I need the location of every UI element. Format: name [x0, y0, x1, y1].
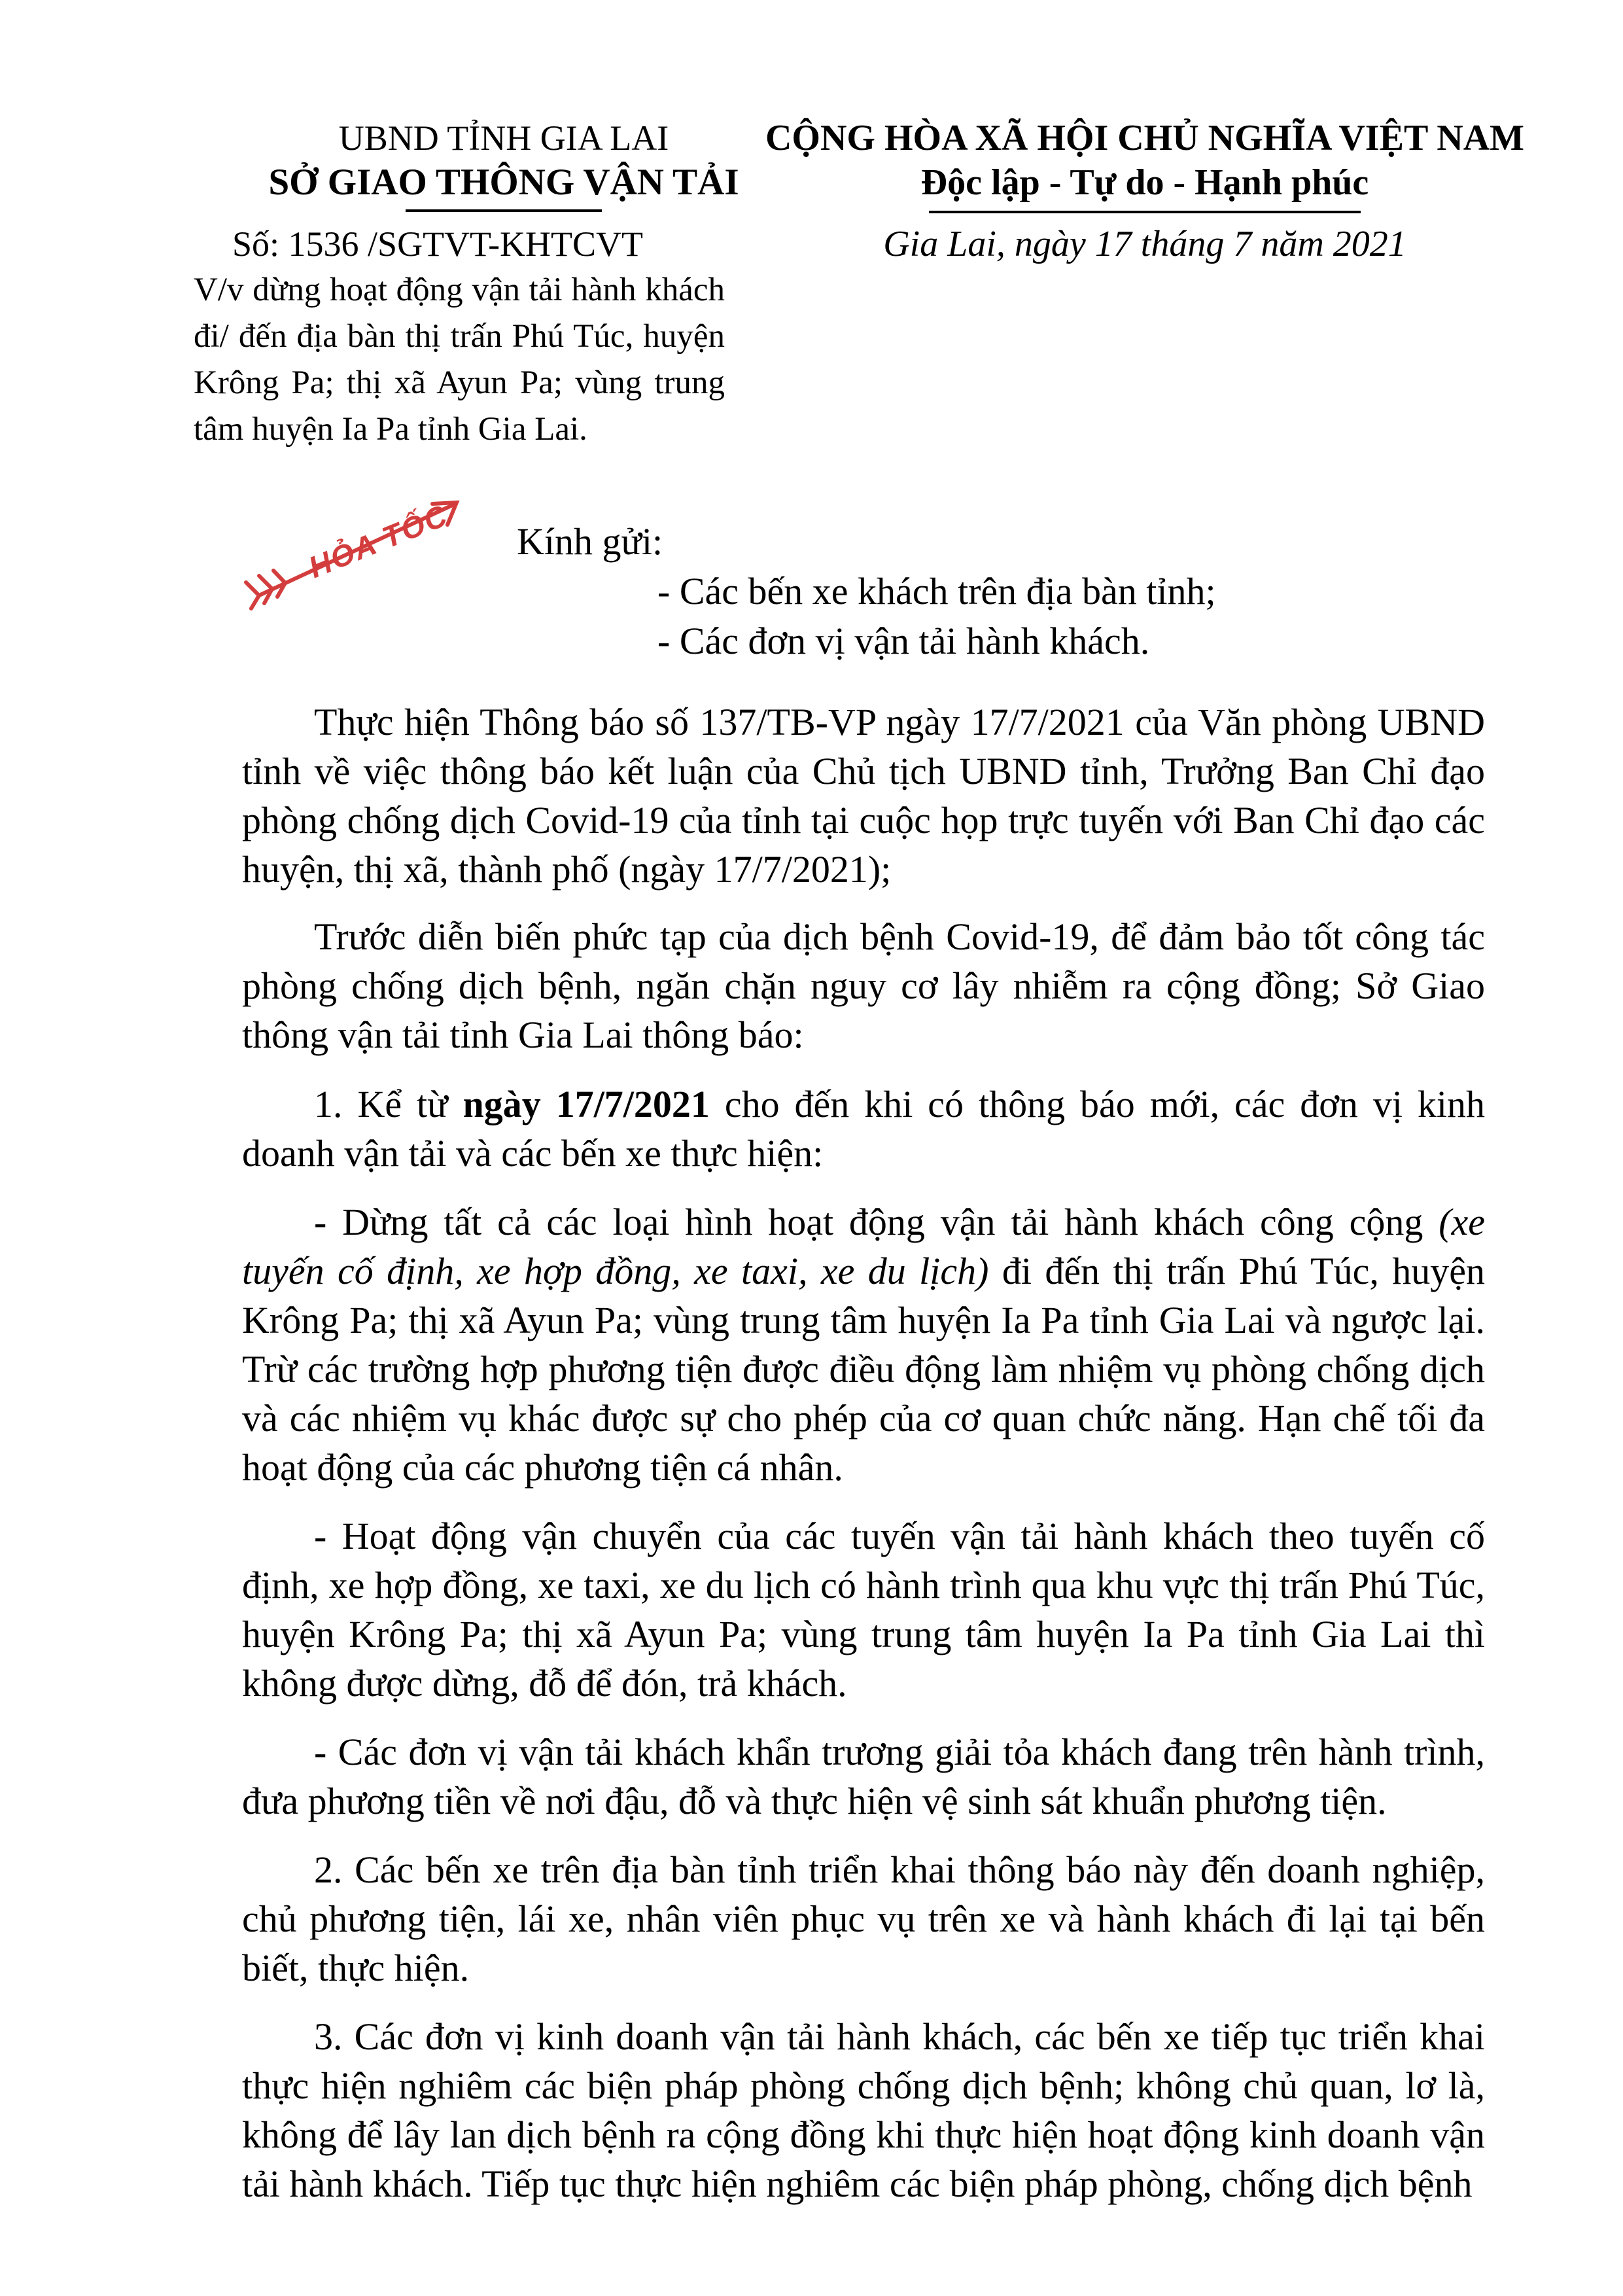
paragraph-7: 2. Các bến xe trên địa bàn tỉnh triển khai thông báo này đến doanh nghiệp, chủ phương tiện, lái xe, nhân viên phục vụ trên xe và hành khách đi lại tại bến biết, thực hiện.	[242, 1848, 1485, 1989]
agency-name: SỞ GIAO THÔNG VẬN TẢI	[268, 162, 739, 203]
agency-parent: UBND TỈNH GIA LAI	[338, 118, 669, 158]
p4-suffix: đi đến thị trấn Phú Túc, huyện Krông Pa; thị xã Ayun Pa; vùng trung tâm huyện Ia Pa tỉnh Gia Lai và ngược lại. Trừ các trường hợp phương tiện được điều động làm nhiệm vụ phòng chống dịch và các nhiệm vụ khác được sự cho phép của cơ quan chức năng. Hạn chế tối đa hoạt động của các phương tiện cá nhân.	[242, 1250, 1485, 1489]
p4-prefix: - Dừng tất cả các loại hình hoạt động vận tải hành khách công cộng	[314, 1201, 1439, 1243]
recipient-item: - Các bến xe khách trên địa bàn tỉnh;	[657, 570, 1216, 612]
document-subject: V/v dừng hoạt động vận tải hành khách đi/ đến địa bàn thị trấn Phú Túc, huyện Krông Pa; thị xã Ayun Pa; vùng trung tâm huyện Ia Pa tỉnh Gia Lai.	[194, 272, 725, 448]
paragraph-1: Thực hiện Thông báo số 137/TB-VP ngày 17/7/2021 của Văn phòng UBND tỉnh về việc thông báo kết luận của Chủ tịch UBND tỉnh, Trưởng Ban Chỉ đạo phòng chống dịch Covid-19 của tỉnh tại cuộc họp trực tuyến với Ban Chỉ đạo các huyện, thị xã, thành phố (ngày 17/7/2021);	[242, 701, 1485, 891]
p3-suffix: cho đến khi có thông báo mới, các đơn vị kinh doanh vận tải và các bến xe thực hiện:	[242, 1083, 1485, 1174]
national-motto: Độc lập - Tự do - Hạnh phúc	[920, 162, 1369, 203]
p4-vehicle-types: (xe tuyến cố định, xe hợp đồng, xe taxi, xe du lịch)	[242, 1201, 1485, 1292]
paragraph-2: Trước diễn biến phức tạp của dịch bệnh Covid-19, để đảm bảo tốt công tác phòng chống dịch bệnh, ngăn chặn nguy cơ lây nhiễm ra cộng đồng; Sở Giao thông vận tải tỉnh Gia Lai thông báo:	[242, 915, 1485, 1056]
p3-prefix: 1. Kể từ	[314, 1083, 463, 1125]
recipient-item: - Các đơn vị vận tải hành khách.	[657, 620, 1150, 662]
document-date: Gia Lai, ngày 17 tháng 7 năm 2021	[883, 224, 1406, 264]
motto-underline	[929, 211, 1361, 213]
national-title: CỘNG HÒA XÃ HỘI CHỦ NGHĨA VIỆT NAM	[765, 118, 1525, 158]
p3-date: ngày 17/7/2021	[462, 1083, 710, 1125]
paragraph-4	[242, 1197, 1485, 1492]
recipients-label: Kính gửi:	[517, 520, 663, 563]
document-number: Số: 1536 /SGTVT-KHTCVT	[232, 224, 644, 264]
agency-underline	[406, 209, 602, 212]
paragraph-5: - Hoạt động vận chuyển của các tuyến vận tải hành khách theo tuyến cố định, xe hợp đồng, xe taxi, xe du lịch có hành trình qua khu vực thị trấn Phú Túc, huyện Krông Pa; thị xã Ayun Pa; vùng trung tâm huyện Ia Pa tỉnh Gia Lai thì không được dừng, đỗ để đón, trả khách.	[242, 1515, 1485, 1704]
paragraph-3	[242, 1080, 1485, 1178]
paragraph-8: 3. Các đơn vị kinh doanh vận tải hành khách, các bến xe tiếp tục triển khai thực hiện nghiêm các biện pháp phòng chống dịch bệnh; không chủ quan, lơ là, không để lây lan dịch bệnh ra cộng đồng khi thực hiện hoạt động kinh doanh vận tải hành khách. Tiếp tục thực hiện nghiêm các biện pháp phòng, chống dịch bệnh	[242, 2015, 1485, 2205]
paragraph-6: - Các đơn vị vận tải khách khẩn trương giải tỏa khách đang trên hành trình, đưa phương tiền về nơi đậu, đỗ và thực hiện vệ sinh sát khuẩn phương tiện.	[242, 1731, 1485, 1822]
urgent-stamp	[239, 484, 475, 615]
stamp-label: HỎA TỐC	[304, 497, 453, 585]
